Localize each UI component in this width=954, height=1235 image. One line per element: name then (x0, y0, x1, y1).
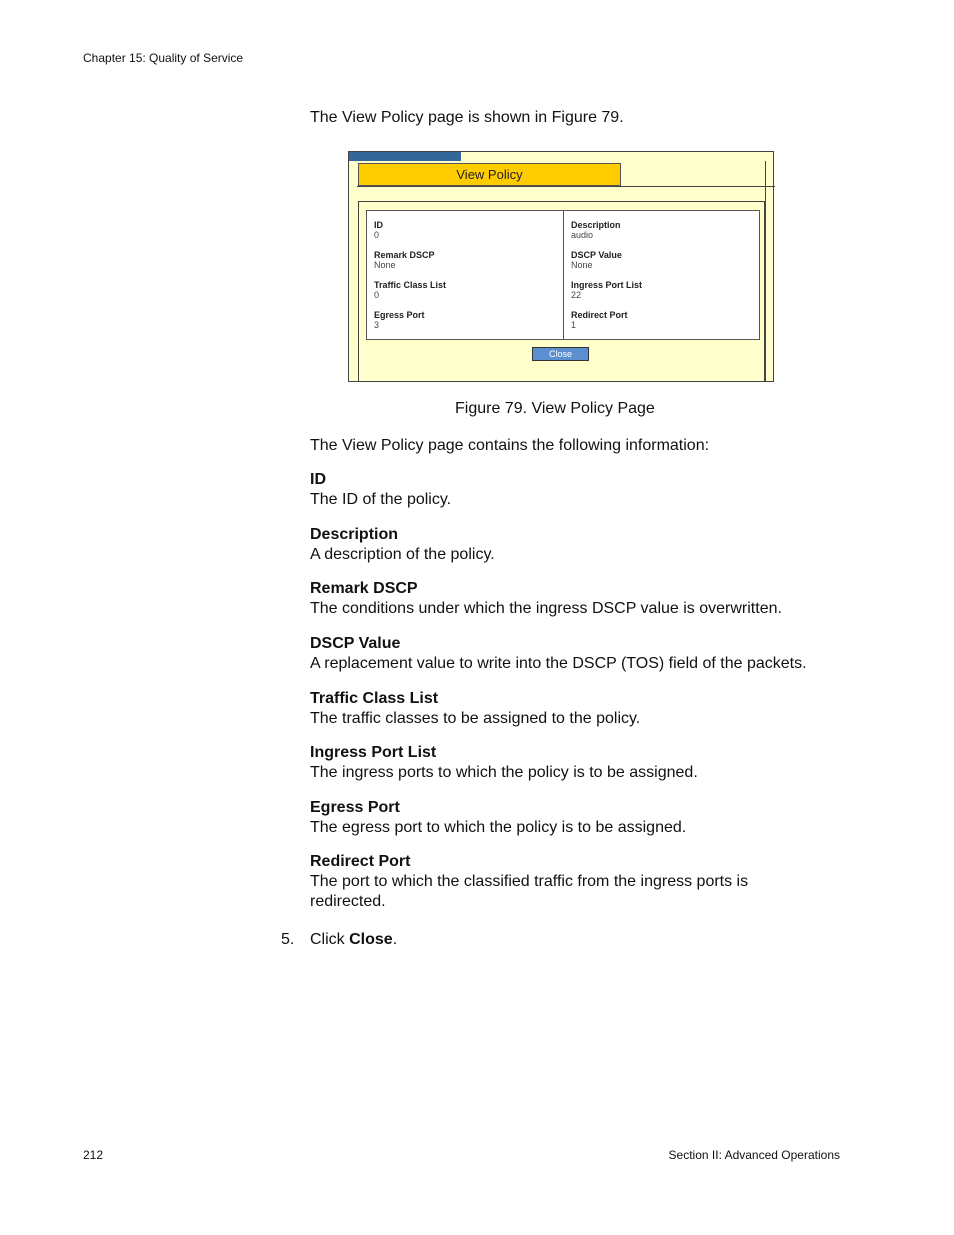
close-button[interactable]: Close (532, 347, 589, 361)
field-label: Description (571, 220, 621, 230)
definition-remark-dscp (310, 579, 782, 619)
field-value: audio (571, 230, 594, 240)
field-value: 0 (374, 290, 380, 300)
field-dscp-value (571, 250, 622, 270)
chapter-header: Chapter 15: Quality of Service (83, 51, 244, 65)
field-traffic-class-list (374, 280, 446, 300)
column-divider (563, 211, 564, 339)
figure-caption: Figure 79. View Policy Page (455, 400, 655, 417)
description: The port to which the classified traffic from the ingress ports is redirected. (310, 873, 749, 910)
policy-details-grid (366, 210, 760, 340)
field-label: Remark DSCP (374, 250, 435, 260)
title-bar (349, 152, 461, 161)
description: The conditions under which the ingress DSCP value is overwritten. (310, 600, 782, 617)
term: Description (310, 526, 399, 543)
description: A replacement value to write into the DSCP (TOS) field of the packets. (310, 655, 807, 672)
step-number: 5. (281, 931, 295, 948)
field-value: 3 (374, 320, 380, 330)
field-label: Ingress Port List (571, 280, 643, 290)
intro-text: The View Policy page is shown in Figure 79. (310, 109, 624, 126)
field-value: None (571, 260, 593, 270)
field-label: Traffic Class List (374, 280, 447, 290)
definition-ingress-port-list (310, 743, 698, 783)
tab-divider (357, 186, 775, 187)
step-text (310, 930, 397, 950)
field-value: None (374, 260, 396, 270)
field-label: ID (374, 220, 383, 230)
section-footer: Section II: Advanced Operations (668, 1148, 840, 1162)
definition-redirect-port (310, 852, 790, 912)
field-remark-dscp (374, 250, 435, 270)
description: The ingress ports to which the policy is to be assigned. (310, 764, 698, 781)
step-bold-close: Close (349, 931, 393, 948)
frame-right-border (765, 161, 766, 382)
field-value: 0 (374, 230, 380, 240)
field-ingress-port-list (571, 280, 642, 300)
field-description (571, 220, 621, 240)
page-number: 212 (83, 1148, 104, 1162)
definition-id (310, 470, 451, 510)
definition-description (310, 525, 495, 565)
view-policy-screenshot (348, 151, 774, 382)
description: The traffic classes to be assigned to the policy. (310, 710, 641, 727)
description: The egress port to which the policy is to be assigned. (310, 819, 687, 836)
term: Ingress Port List (310, 744, 437, 761)
term: Traffic Class List (310, 690, 439, 707)
field-id (374, 220, 383, 240)
field-label: Egress Port (374, 310, 425, 320)
tab-view-policy[interactable]: View Policy (358, 163, 621, 186)
field-egress-port (374, 310, 425, 330)
term: DSCP Value (310, 635, 401, 652)
description: The ID of the policy. (310, 491, 452, 508)
field-value: 22 (571, 290, 582, 300)
policy-panel (358, 201, 765, 382)
term: Redirect Port (310, 853, 411, 870)
field-label: DSCP Value (571, 250, 622, 260)
field-value: 1 (571, 320, 577, 330)
step-prefix: Click (310, 931, 350, 948)
term: ID (310, 471, 326, 488)
step-suffix: . (392, 931, 398, 948)
term: Remark DSCP (310, 580, 418, 597)
term: Egress Port (310, 799, 400, 816)
field-redirect-port (571, 310, 628, 330)
definition-egress-port (310, 798, 686, 838)
description: A description of the policy. (310, 546, 495, 563)
contains-text: The View Policy page contains the following information: (310, 437, 710, 454)
definition-traffic-class-list (310, 689, 640, 729)
field-label: Redirect Port (571, 310, 628, 320)
definition-dscp-value (310, 634, 807, 674)
